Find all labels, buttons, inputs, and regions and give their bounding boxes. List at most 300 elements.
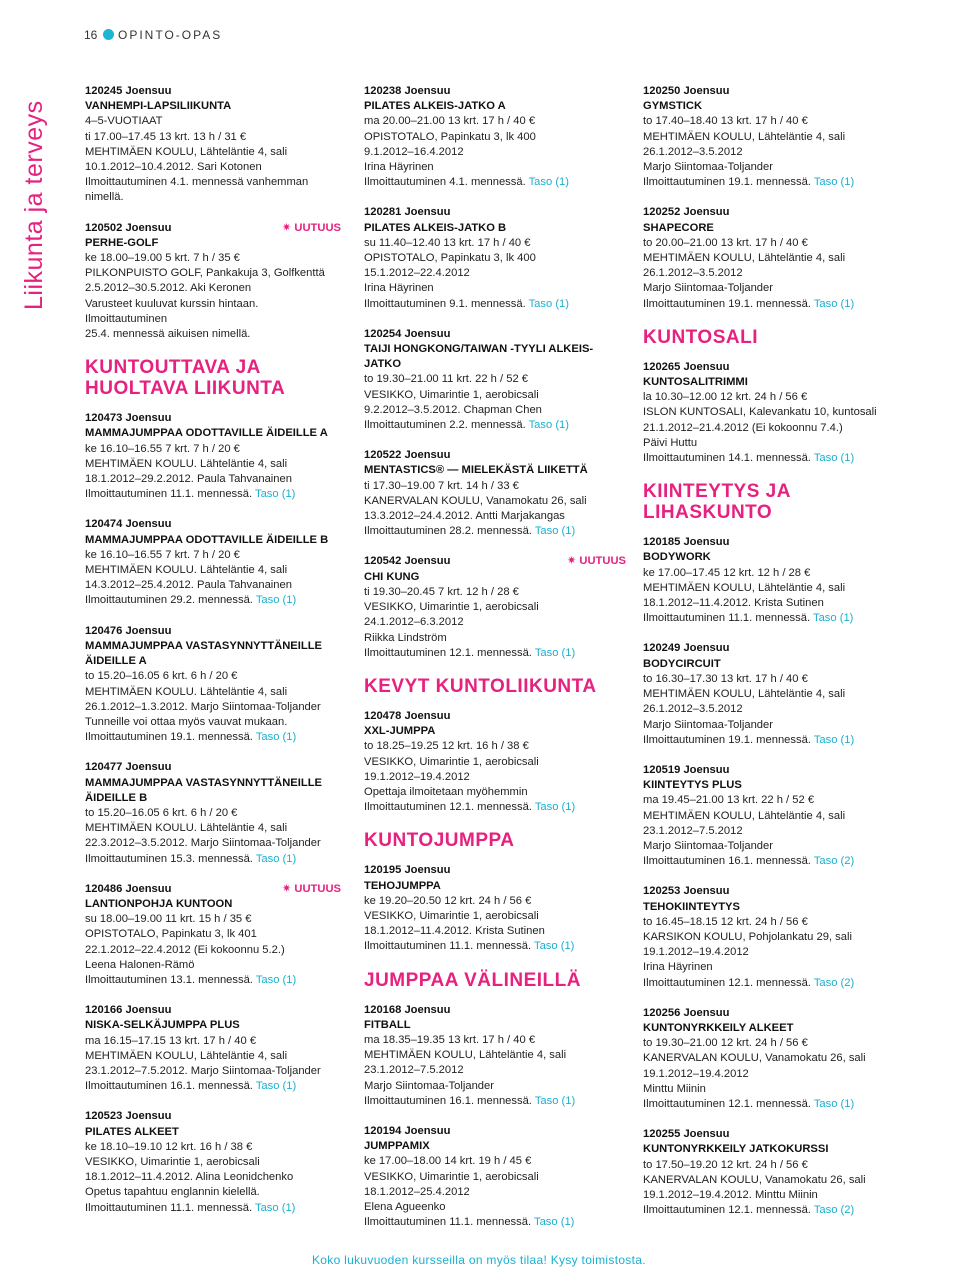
registration-deadline: Ilmoittautuminen 28.2. mennessä. — [364, 525, 532, 538]
course-detail-line: Irina Häyrinen — [364, 282, 434, 295]
registration-deadline: Ilmoittautuminen 11.1. mennessä. — [364, 940, 532, 953]
course-detail-line: 15.1.2012–22.4.2012 — [364, 267, 470, 280]
course-code-text: 120477 Joensuu — [85, 761, 172, 774]
registration-deadline: Ilmoittautuminen 11.1. mennessä. — [85, 488, 253, 501]
course-code — [643, 884, 893, 899]
section-heading: KIINTEYTYS JA LIHASKUNTO — [643, 481, 791, 524]
course-detail-line: 22.1.2012–22.4.2012 (Ei kokoonnu 5.2.) — [85, 943, 285, 956]
course-detail-line: 2.5.2012–30.5.2012. Aki Keronen — [85, 282, 252, 295]
course-detail-line: la 10.30–12.00 12 krt. 24 h / 56 € — [643, 391, 808, 404]
course-name: VANHEMPI-LAPSILIIKUNTA — [85, 100, 232, 113]
course-entry — [85, 624, 341, 746]
course-entry — [364, 1003, 626, 1109]
course-detail-line: ke 16.10–16.55 7 krt. 7 h / 20 € — [85, 442, 240, 455]
course-code-text: 120522 Joensuu — [364, 449, 451, 462]
level-label: Taso (2) — [813, 976, 855, 989]
course-detail-line: Ilmoittautuminen 4.1. mennessä vanhemman nimellä. — [85, 176, 309, 204]
course-name: NISKA-SELKÄJUMPPA PLUS — [85, 1019, 240, 1032]
course-code-text: 120474 Joensuu — [85, 518, 172, 531]
course-detail-line: 9.2.2012–3.5.2012. Chapman Chen — [364, 403, 542, 416]
registration-line — [364, 418, 626, 433]
course-name: FITBALL — [364, 1018, 411, 1031]
registration-deadline: Ilmoittautuminen 19.1. mennessä. — [85, 731, 253, 744]
course-detail-line: Varusteet kuuluvat kurssin hintaan. Ilmoittautuminen — [85, 297, 259, 325]
course-code-text: 120166 Joensuu — [85, 1004, 172, 1017]
course-code — [643, 641, 893, 656]
course-entry — [364, 84, 626, 190]
column-2 — [364, 84, 626, 1245]
course-detail-line: MEHTIMÄEN KOULU, Lähteläntie 4, sali — [85, 145, 288, 158]
course-code-text: 120519 Joensuu — [643, 763, 730, 776]
course-name: TEHOKIINTEYTYS — [643, 900, 740, 913]
course-detail-line: Elena Agueenko — [364, 1200, 446, 1213]
course-name: MAMMAJUMPPAA ODOTTAVILLE ÄIDEILLE A — [85, 427, 328, 440]
course-code — [643, 84, 893, 99]
course-detail-line: VESIKKO, Uimarintie 1, aerobicsali — [364, 601, 539, 614]
level-label: Taso (1) — [255, 731, 297, 744]
new-badge: ✷ UUTUUS — [281, 221, 341, 234]
course-entry — [364, 1124, 626, 1230]
registration-line — [643, 1203, 893, 1218]
level-label: Taso (1) — [812, 612, 854, 625]
course-code-text: 120502 Joensuu — [85, 221, 172, 234]
course-detail-line: 24.1.2012–6.3.2012 — [364, 616, 464, 629]
course-code-text: 120168 Joensuu — [364, 1003, 451, 1016]
course-detail-line: VESIKKO, Uimarintie 1, aerobicsali — [364, 909, 539, 922]
new-badge: ✷ UUTUUS — [566, 555, 626, 568]
course-detail-line: 26.1.2012–3.5.2012 — [643, 703, 743, 716]
level-label: Taso (1) — [255, 1080, 297, 1093]
level-label: Taso (1) — [255, 973, 297, 986]
course-entry — [85, 1109, 341, 1215]
course-detail-line: su 18.00–19.00 11 krt. 15 h / 35 € — [85, 913, 252, 926]
course-code — [643, 535, 893, 550]
course-code-text: 120256 Joensuu — [643, 1006, 730, 1019]
course-detail-line: 23.1.2012–7.5.2012 — [643, 824, 743, 837]
course-name: JUMPPAMIX — [364, 1140, 430, 1153]
course-name: XXL-JUMPPA — [364, 725, 436, 738]
registration-line — [643, 1097, 893, 1112]
level-label: Taso (1) — [534, 1094, 576, 1107]
registration-line — [85, 1201, 341, 1216]
registration-deadline: Ilmoittautuminen 12.1. mennessä. — [643, 1097, 811, 1110]
registration-deadline: Ilmoittautuminen 13.1. mennessä. — [85, 973, 253, 986]
course-name: MAMMAJUMPPAA VASTASYNNYTTÄNEILLE ÄIDEILLE B — [85, 776, 323, 804]
registration-line — [85, 487, 341, 502]
course-name: MENTASTICS® — MIELEKÄSTÄ LIIKETTÄ — [364, 464, 588, 477]
level-label: Taso (2) — [813, 855, 855, 868]
course-entry — [85, 760, 341, 866]
registration-deadline: Ilmoittautuminen 11.1. mennessä. — [85, 1201, 253, 1214]
registration-deadline: Ilmoittautuminen 19.1. mennessä. — [643, 176, 811, 189]
course-entry — [643, 641, 893, 747]
course-code-text: 120281 Joensuu — [364, 206, 451, 219]
course-detail-line: KANERVALAN KOULU, Vanamokatu 26, sali — [643, 1052, 866, 1065]
course-detail-line: Irina Häyrinen — [643, 961, 713, 974]
course-code — [364, 709, 626, 724]
course-entry — [85, 221, 341, 343]
course-detail-line: MEHTIMÄEN KOULU, Lähteläntie 4, sali — [643, 688, 846, 701]
course-detail-line: to 15.20–16.05 6 krt. 6 h / 20 € — [85, 670, 238, 683]
level-label: Taso (1) — [813, 176, 855, 189]
registration-line — [364, 297, 626, 312]
course-detail-line: Päivi Huttu — [643, 436, 698, 449]
course-name: BODYCIRCUIT — [643, 657, 721, 670]
course-detail-line: ti 17.30–19.00 7 krt. 14 h / 33 € — [364, 479, 519, 492]
course-name: SHAPECORE — [643, 221, 714, 234]
course-detail-line: MEHTIMÄEN KOULU, Lähteläntie 4, sali — [364, 1049, 567, 1062]
course-entry — [643, 1127, 893, 1218]
course-entry — [364, 327, 626, 433]
course-code — [85, 84, 341, 99]
course-detail-line: 18.1.2012–25.4.2012 — [364, 1185, 470, 1198]
course-detail-line: 19.1.2012–19.4.2012 — [364, 770, 470, 783]
course-code-text: 120252 Joensuu — [643, 206, 730, 219]
course-detail-line: 19.1.2012–19.4.2012 — [643, 946, 749, 959]
course-detail-line: ma 18.35–19.35 13 krt. 17 h / 40 € — [364, 1033, 536, 1046]
course-entry — [643, 763, 893, 869]
registration-deadline: Ilmoittautuminen 12.1. mennessä. — [364, 801, 532, 814]
course-name: KUNTONYRKKEILY ALKEET — [643, 1021, 794, 1034]
registration-deadline: Ilmoittautuminen 11.1. mennessä. — [364, 1216, 532, 1229]
course-detail-line: ke 19.20–20.50 12 krt. 24 h / 56 € — [364, 894, 532, 907]
course-name: MAMMAJUMPPAA VASTASYNNYTTÄNEILLE ÄIDEILLE A — [85, 639, 323, 668]
registration-line — [85, 852, 341, 867]
course-detail-line: 26.1.2012–3.5.2012 — [643, 145, 743, 158]
course-detail-line: 21.1.2012–21.4.2012 (Ei kokoonnu 7.4.) — [643, 421, 843, 434]
course-detail-line: ma 19.45–21.00 13 krt. 22 h / 52 € — [643, 794, 815, 807]
new-badge: ✷ UUTUUS — [281, 882, 341, 895]
column-3 — [643, 84, 893, 1233]
course-code — [643, 763, 893, 778]
course-code — [85, 882, 341, 897]
course-code — [364, 448, 626, 463]
level-label: Taso (1) — [813, 297, 855, 310]
course-detail-line: KARSIKON KOULU, Pohjolankatu 29, sali — [643, 930, 852, 943]
level-label: Taso (1) — [533, 940, 575, 953]
course-detail-line: 18.1.2012–11.4.2012. Alina Leonidchenko — [85, 1171, 294, 1184]
course-name: TAIJI HONGKONG/TAIWAN -TYYLI ALKEIS-JATKO — [364, 343, 594, 371]
course-name: BODYWORK — [643, 551, 711, 564]
course-detail-line: Tunneille voi ottaa myös vauvat mukaan. — [85, 715, 288, 728]
course-detail-line: MEHTIMÄEN KOULU. Lähteläntie 4, sali — [85, 822, 288, 835]
course-detail-line: ke 18.00–19.00 5 krt. 7 h / 35 € — [85, 252, 240, 265]
course-name: PERHE-GOLF — [85, 236, 159, 249]
course-detail-line: to 19.30–21.00 12 krt. 24 h / 56 € — [643, 1037, 808, 1050]
registration-line — [643, 451, 893, 466]
course-code — [643, 1127, 893, 1142]
course-code — [85, 624, 341, 639]
section-heading: KUNTOUTTAVA JA HUOLTAVA LIIKUNTA — [85, 357, 286, 400]
course-code — [85, 1003, 341, 1018]
registration-line — [643, 175, 893, 190]
registration-deadline: Ilmoittautuminen 2.2. mennessä. — [364, 419, 526, 432]
level-label: Taso (1) — [813, 452, 855, 465]
bullet-dot-icon — [103, 29, 114, 40]
level-label: Taso (1) — [533, 1216, 575, 1229]
course-name: CHI KUNG — [364, 570, 420, 583]
side-section-title — [18, 60, 58, 320]
course-name: PILATES ALKEIS-JATKO B — [364, 221, 507, 234]
course-detail-line: to 19.30–21.00 11 krt. 22 h / 52 € — [364, 373, 528, 386]
course-name: PILATES ALKEIS-JATKO A — [364, 100, 506, 113]
course-detail-line: KANERVALAN KOULU, Vanamokatu 26, sali — [364, 494, 587, 507]
course-detail-line: 26.1.2012–3.5.2012 — [643, 267, 743, 280]
section-heading: KEVYT KUNTOLIIKUNTA — [364, 675, 597, 697]
course-code-text: 120478 Joensuu — [364, 709, 451, 722]
course-detail-line: to 20.00–21.00 13 krt. 17 h / 40 € — [643, 236, 808, 249]
course-detail-line: MEHTIMÄEN KOULU, Lähteläntie 4, sali — [85, 1049, 288, 1062]
course-detail-line: Opettaja ilmoitetaan myöhemmin — [364, 785, 528, 798]
course-detail-line: PILKONPUISTO GOLF, Pankakuja 3, Golfkenttä — [85, 267, 325, 280]
page-number: 16 — [84, 28, 98, 42]
level-label: Taso (1) — [255, 852, 297, 865]
course-detail-line: MEHTIMÄEN KOULU. Lähteläntie 4, sali — [85, 457, 288, 470]
registration-deadline: Ilmoittautuminen 16.1. mennessä. — [85, 1080, 253, 1093]
course-entry — [85, 517, 341, 608]
course-name: TEHOJUMPPA — [364, 879, 441, 892]
course-detail-line: OPISTOTALO, Papinkatu 3, lk 400 — [364, 130, 536, 143]
course-detail-line: to 17.40–18.40 13 krt. 17 h / 40 € — [643, 115, 808, 128]
course-code-text: 120254 Joensuu — [364, 327, 451, 340]
course-detail-line: Leena Halonen-Rämö — [85, 958, 195, 971]
course-name: KUNTOSALITRIMMI — [643, 376, 748, 389]
course-code — [85, 1109, 341, 1124]
course-entry — [643, 1006, 893, 1112]
registration-line — [85, 973, 341, 988]
side-title-text: Liikunta ja terveys — [20, 100, 48, 310]
course-detail-line: ke 18.10–19.10 12 krt. 16 h / 38 € — [85, 1140, 253, 1153]
course-detail-line: 10.1.2012–10.4.2012. Sari Kotonen — [85, 161, 262, 174]
course-entry — [364, 448, 626, 539]
course-code-text: 120245 Joensuu — [85, 85, 172, 97]
registration-line — [643, 611, 893, 626]
registration-deadline: Ilmoittautuminen 11.1. mennessä. — [643, 612, 811, 625]
course-detail-line: ke 16.10–16.55 7 krt. 7 h / 20 € — [85, 548, 240, 561]
course-detail-line: 22.3.2012–3.5.2012. Marjo Siintomaa-Toljander — [85, 837, 321, 850]
course-detail-line: MEHTIMÄEN KOULU, Lähteläntie 4, sali — [643, 252, 846, 265]
course-detail-line: 18.1.2012–29.2.2012. Paula Tahvanainen — [85, 473, 292, 486]
registration-deadline: Ilmoittautuminen 4.1. mennessä. — [364, 176, 526, 189]
course-detail-line: Marjo Siintomaa-Toljander — [364, 1079, 494, 1092]
course-code — [364, 205, 626, 220]
registration-deadline: Ilmoittautuminen 29.2. mennessä. — [85, 594, 253, 607]
course-name: MAMMAJUMPPAA ODOTTAVILLE ÄIDEILLE B — [85, 533, 329, 546]
course-detail-line: 9.1.2012–16.4.2012 — [364, 145, 464, 158]
course-detail-line: OPISTOTALO, Papinkatu 3, lk 400 — [364, 252, 536, 265]
registration-line — [643, 854, 893, 869]
course-code — [364, 1124, 626, 1139]
registration-line — [85, 593, 341, 608]
course-code-text: 120185 Joensuu — [643, 536, 730, 549]
registration-deadline: Ilmoittautuminen 12.1. mennessä. — [643, 1204, 811, 1217]
course-code — [85, 221, 341, 236]
course-detail-line: 18.1.2012–11.4.2012. Krista Sutinen — [364, 925, 545, 938]
registration-line — [364, 175, 626, 190]
level-label: Taso (1) — [813, 1097, 855, 1110]
course-detail-line: 13.3.2012–24.4.2012. Antti Marjakangas — [364, 510, 565, 523]
course-detail-line: 19.1.2012–19.4.2012. Minttu Miinin — [643, 1188, 818, 1201]
course-entry — [643, 84, 893, 190]
registration-deadline: Ilmoittautuminen 16.1. mennessä. — [364, 1094, 532, 1107]
course-code-text: 120542 Joensuu — [364, 555, 451, 568]
course-code-text: 120473 Joensuu — [85, 412, 172, 425]
course-name: PILATES ALKEET — [85, 1125, 179, 1138]
registration-line — [643, 297, 893, 312]
course-code — [364, 1003, 626, 1018]
course-code — [364, 554, 626, 569]
course-detail-line: 14.3.2012–25.4.2012. Paula Tahvanainen — [85, 579, 292, 592]
course-detail-line: 23.1.2012–7.5.2012. Marjo Siintomaa-Toljander — [85, 1064, 321, 1077]
registration-deadline: Ilmoittautuminen 16.1. mennessä. — [643, 855, 811, 868]
level-label: Taso (1) — [534, 646, 576, 659]
course-detail-line: 18.1.2012–11.4.2012. Krista Sutinen — [643, 597, 824, 610]
course-detail-line: Minttu Miinin — [643, 1082, 706, 1095]
level-label: Taso (1) — [534, 525, 576, 538]
course-code — [643, 360, 893, 375]
course-entry — [85, 84, 341, 206]
course-entry — [364, 554, 626, 660]
course-detail-line: MEHTIMÄEN KOULU, Lähteläntie 4, sali — [643, 130, 846, 143]
course-entry — [364, 709, 626, 815]
course-detail-line: KANERVALAN KOULU, Vanamokatu 26, sali — [643, 1173, 866, 1186]
course-detail-line: 23.1.2012–7.5.2012 — [364, 1064, 464, 1077]
course-code-text: 120486 Joensuu — [85, 882, 172, 895]
course-detail-line: Irina Häyrinen — [364, 161, 434, 174]
course-name: KUNTONYRKKEILY JATKOKURSSI — [643, 1143, 829, 1156]
registration-line — [643, 733, 893, 748]
registration-line — [643, 976, 893, 991]
course-detail-line: VESIKKO, Uimarintie 1, aerobicsali — [364, 755, 539, 768]
registration-deadline: Ilmoittautuminen 12.1. mennessä. — [364, 646, 532, 659]
course-detail-line: MEHTIMÄEN KOULU, Lähteläntie 4, sali — [643, 809, 846, 822]
course-detail-line: su 11.40–12.40 13 krt. 17 h / 40 € — [364, 236, 531, 249]
course-detail-line: ke 17.00–17.45 12 krt. 12 h / 28 € — [643, 566, 811, 579]
course-entry — [85, 882, 341, 988]
section-heading: JUMPPAA VÄLINEILLÄ — [364, 969, 581, 991]
level-label: Taso (2) — [813, 1204, 855, 1217]
course-entry — [364, 863, 626, 954]
course-detail-line: to 16.30–17.30 13 krt. 17 h / 40 € — [643, 672, 808, 685]
course-detail-line: MEHTIMÄEN KOULU. Lähteläntie 4, sali — [85, 685, 288, 698]
course-name: LANTIONPOHJA KUNTOON — [85, 897, 233, 910]
course-code — [364, 327, 626, 342]
course-code-text: 120253 Joensuu — [643, 885, 730, 898]
registration-deadline: Ilmoittautuminen 19.1. mennessä. — [643, 733, 811, 746]
course-detail-line: Riikka Lindström — [364, 631, 447, 644]
course-code — [85, 760, 341, 775]
course-detail-line: OPISTOTALO, Papinkatu 3, lk 401 — [85, 928, 257, 941]
level-label: Taso (1) — [528, 419, 570, 432]
course-code-text: 120194 Joensuu — [364, 1124, 451, 1137]
registration-deadline: Ilmoittautuminen 19.1. mennessä. — [643, 297, 811, 310]
course-code — [85, 517, 341, 532]
registration-deadline: Ilmoittautuminen 14.1. mennessä. — [643, 452, 811, 465]
footer-note: Koko lukuvuoden kursseilla on myös tilaa! Kysy toimistosta. — [312, 1253, 646, 1267]
registration-line — [364, 1215, 626, 1230]
course-code-text: 120523 Joensuu — [85, 1110, 172, 1123]
section-heading: KUNTOSALI — [643, 326, 758, 348]
course-detail-line: ke 17.00–18.00 14 krt. 19 h / 45 € — [364, 1155, 532, 1168]
course-detail-line: Marjo Siintomaa-Toljander — [643, 839, 773, 852]
course-entry — [643, 360, 893, 466]
course-detail-line: to 17.50–19.20 12 krt. 24 h / 56 € — [643, 1158, 808, 1171]
course-detail-line: VESIKKO, Uimarintie 1, aerobicsali — [364, 1170, 539, 1183]
level-label: Taso (1) — [534, 801, 576, 814]
course-code-text: 120265 Joensuu — [643, 360, 730, 373]
level-label: Taso (1) — [528, 297, 570, 310]
column-1 — [85, 84, 341, 1231]
registration-line — [85, 730, 341, 745]
registration-line — [364, 800, 626, 815]
course-code-text: 120250 Joensuu — [643, 85, 730, 97]
course-detail-line: 4–5-VUOTIAAT — [85, 115, 163, 128]
course-code — [85, 411, 341, 426]
registration-line — [364, 524, 626, 539]
course-name: KIINTEYTYS PLUS — [643, 779, 742, 792]
course-name: GYMSTICK — [643, 100, 703, 113]
course-detail-line: to 16.45–18.15 12 krt. 24 h / 56 € — [643, 915, 808, 928]
registration-deadline: Ilmoittautuminen 9.1. mennessä. — [364, 297, 526, 310]
course-entry — [85, 1003, 341, 1094]
course-code-text: 120238 Joensuu — [364, 85, 451, 97]
course-detail-line: 19.1.2012–19.4.2012 — [643, 1067, 749, 1080]
registration-deadline: Ilmoittautuminen 15.3. mennessä. — [85, 852, 253, 865]
course-detail-line: MEHTIMÄEN KOULU. Lähteläntie 4, sali — [85, 564, 288, 577]
course-detail-line: to 15.20–16.05 6 krt. 6 h / 20 € — [85, 806, 238, 819]
registration-deadline: Ilmoittautuminen 12.1. mennessä. — [643, 976, 811, 989]
page-header — [0, 0, 960, 66]
level-label: Taso (1) — [254, 488, 296, 501]
course-entry — [643, 884, 893, 990]
course-detail-line: Marjo Siintomaa-Toljander — [643, 161, 773, 174]
course-entry — [85, 411, 341, 502]
registration-line — [364, 1094, 626, 1109]
course-detail-line: to 18.25–19.25 12 krt. 16 h / 38 € — [364, 740, 529, 753]
course-detail-line: 25.4. mennessä aikuisen nimellä. — [85, 328, 251, 341]
registration-line — [364, 646, 626, 661]
course-code-text: 120255 Joensuu — [643, 1128, 730, 1141]
course-entry — [643, 205, 893, 311]
course-code — [364, 84, 626, 99]
course-detail-line: ti 17.00–17.45 13 krt. 13 h / 31 € — [85, 130, 247, 143]
course-code — [364, 863, 626, 878]
course-code — [643, 1006, 893, 1021]
section-heading: KUNTOJUMPPA — [364, 830, 515, 852]
level-label: Taso (1) — [254, 1201, 296, 1214]
course-detail-line: Opetus tapahtuu englannin kielellä. — [85, 1186, 260, 1199]
registration-line — [85, 1079, 341, 1094]
registration-line — [364, 939, 626, 954]
course-code-text: 120249 Joensuu — [643, 642, 730, 655]
course-entry — [364, 205, 626, 311]
course-detail-line: MEHTIMÄEN KOULU, Lähteläntie 4, sali — [643, 581, 846, 594]
course-entry — [643, 535, 893, 626]
course-code-text: 120195 Joensuu — [364, 864, 451, 877]
level-label: Taso (1) — [255, 594, 297, 607]
course-detail-line: VESIKKO, Uimarintie 1, aerobicsali — [364, 388, 539, 401]
course-detail-line: VESIKKO, Uimarintie 1, aerobicsali — [85, 1155, 260, 1168]
level-label: Taso (1) — [528, 176, 570, 189]
level-label: Taso (1) — [813, 733, 855, 746]
course-detail-line: ma 20.00–21.00 13 krt. 17 h / 40 € — [364, 115, 536, 128]
course-detail-line: Marjo Siintomaa-Toljander — [643, 718, 773, 731]
course-detail-line: ma 16.15–17.15 13 krt. 17 h / 40 € — [85, 1034, 257, 1047]
course-detail-line: Marjo Siintomaa-Toljander — [643, 282, 773, 295]
course-detail-line: ISLON KUNTOSALI, Kalevankatu 10, kuntosali — [643, 406, 877, 419]
publication-name: OPINTO-OPAS — [118, 28, 223, 42]
course-code — [643, 205, 893, 220]
